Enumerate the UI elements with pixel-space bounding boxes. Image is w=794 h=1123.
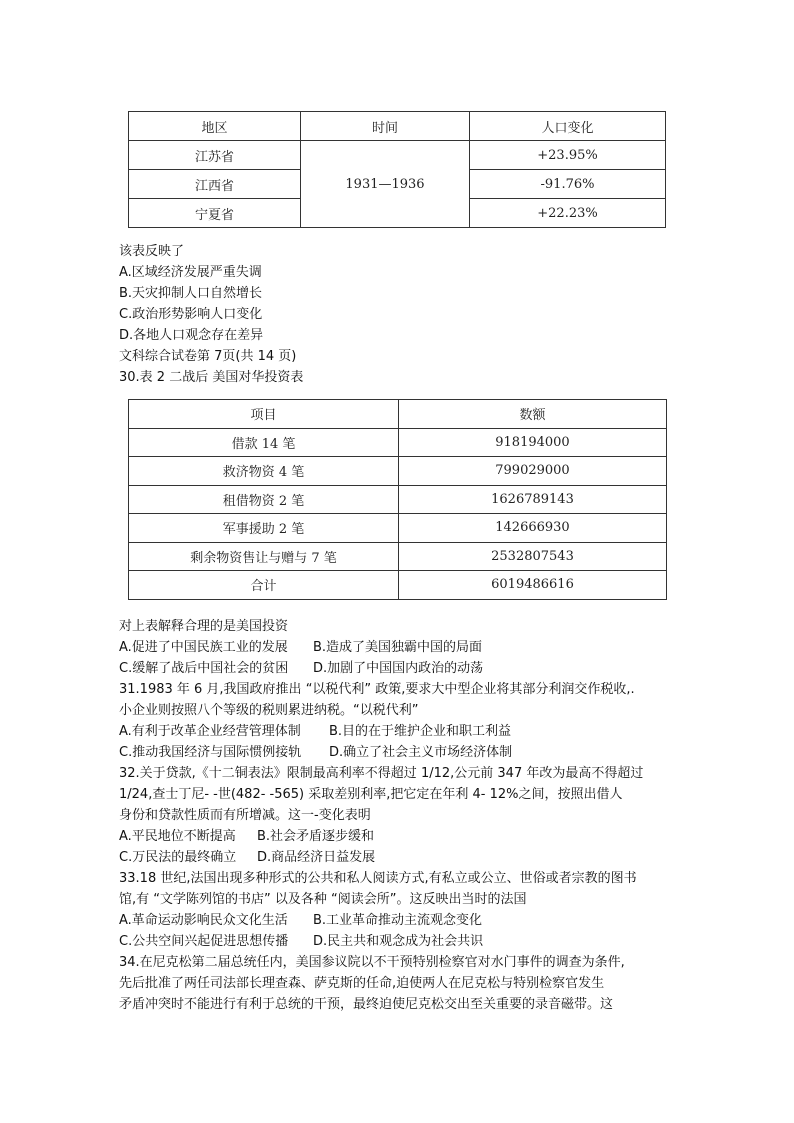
q33-option-d: D.民主共和观念成为社会共识 bbox=[313, 934, 484, 949]
q34-line-1: 34.在尼克松第二届总统任内，美国参议院以不干预特别检察官对水门事件的调查为条件, bbox=[119, 955, 625, 970]
table-row bbox=[129, 542, 667, 571]
q32-line-2: 1/24,查士丁尼- -世(482- -565) 采取差别利率,把它定在年利 4- 12%之间，按照出借人 bbox=[119, 787, 623, 802]
table-row bbox=[129, 485, 667, 514]
q32-option-c: C.万民法的最终确立 bbox=[119, 850, 237, 865]
item-cell: 合计 bbox=[129, 571, 399, 600]
q30-title: 30.表 2 二战后 美国对华投资表 bbox=[119, 370, 304, 385]
header-item: 项目 bbox=[129, 400, 399, 429]
time-cell: 1931—1936 bbox=[301, 141, 470, 228]
q30-option-b: B.造成了美国独霸中国的局面 bbox=[313, 640, 483, 655]
table-row bbox=[129, 141, 666, 170]
q31-option-c: C.推动我国经济与国际惯例接轨 bbox=[119, 745, 302, 760]
q29-stem: 该表反映了 bbox=[119, 244, 185, 259]
q31-option-a: A.有利于改革企业经营管理体制 bbox=[119, 724, 301, 739]
q31-line-2: 小企业则按照八个等级的税则累进纳税。“以税代利” bbox=[119, 703, 419, 718]
page-footer: 文科综合试卷第 7页(共 14 页) bbox=[119, 349, 297, 364]
item-cell: 租借物资 2 笔 bbox=[129, 485, 399, 514]
header-population-change: 人口变化 bbox=[470, 112, 666, 141]
header-time: 时间 bbox=[301, 112, 470, 141]
amount-cell: 799029000 bbox=[399, 457, 667, 486]
q32-line-1: 32.关于贷款,《十二铜表法》限制最高利率不得超过 1/12,公元前 347 年改为最高不得超过 bbox=[119, 766, 644, 781]
q32-line-3: 身份和贷款性质而有所增减。这一-变化表明 bbox=[119, 808, 371, 823]
region-cell: 宁夏省 bbox=[129, 199, 301, 228]
q29-option-d: D.各地人口观念存在差异 bbox=[119, 328, 264, 343]
table-row bbox=[129, 571, 667, 600]
q29-option-b: B.天灾抑制人口自然增长 bbox=[119, 286, 263, 301]
item-cell: 借款 14 笔 bbox=[129, 428, 399, 457]
table-row bbox=[129, 428, 667, 457]
table-row bbox=[129, 514, 667, 543]
q32-option-d: D.商品经济日益发展 bbox=[257, 850, 376, 865]
table-row bbox=[129, 457, 667, 486]
region-cell: 江西省 bbox=[129, 170, 301, 199]
amount-cell: 2532807543 bbox=[399, 542, 667, 571]
item-cell: 军事援助 2 笔 bbox=[129, 514, 399, 543]
table-header-row bbox=[129, 112, 666, 141]
q32-option-b: B.社会矛盾逐步缓和 bbox=[257, 829, 375, 844]
q29-option-a: A.区域经济发展严重失调 bbox=[119, 265, 262, 280]
q33-option-c: C.公共空间兴起促进思想传播 bbox=[119, 934, 289, 949]
q31-option-b: B.目的在于维护企业和职工利益 bbox=[329, 724, 512, 739]
q30-stem: 对上表解释合理的是美国投资 bbox=[119, 619, 289, 634]
change-cell: -91.76% bbox=[470, 170, 666, 199]
amount-cell: 6019486616 bbox=[399, 571, 667, 600]
table-header-row bbox=[129, 400, 667, 429]
q33-line-1: 33.18 世纪,法国出现多种形式的公共和私人阅读方式,有私立或公立、世俗或者宗教的图书 bbox=[119, 871, 637, 886]
q34-line-3: 矛盾冲突时不能进行有利于总统的干预，最终迫使尼克松交出至关重要的录音磁带。这 bbox=[119, 997, 614, 1012]
q30-option-a: A.促进了中国民族工业的发展 bbox=[119, 640, 288, 655]
q30-option-c: C.缓解了战后中国社会的贫困 bbox=[119, 661, 289, 676]
q31-option-d: D.确立了社会主义市场经济体制 bbox=[329, 745, 513, 760]
q34-line-2: 先后批准了两任司法部长理查森、萨克斯的任命,迫使两人在尼克松与特别检察官发生 bbox=[119, 976, 605, 991]
q33-option-b: B.工业革命推动主流观念变化 bbox=[313, 913, 483, 928]
region-cell: 江苏省 bbox=[129, 141, 301, 170]
header-amount: 数额 bbox=[399, 400, 667, 429]
change-cell: +22.23% bbox=[470, 199, 666, 228]
item-cell: 救济物资 4 笔 bbox=[129, 457, 399, 486]
q31-line-1: 31.1983 年 6 月,我国政府推出 “以税代利” 政策,要求大中型企业将其部分利润交作税收,. bbox=[119, 682, 635, 697]
q29-option-c: C.政治形势影响人口变化 bbox=[119, 307, 263, 322]
amount-cell: 142666930 bbox=[399, 514, 667, 543]
amount-cell: 1626789143 bbox=[399, 485, 667, 514]
q33-option-a: A.革命运动影响民众文化生活 bbox=[119, 913, 288, 928]
amount-cell: 918194000 bbox=[399, 428, 667, 457]
q33-line-2: 馆,有 “文学陈列馆的书店” 以及各种 “阅读会所”。这反映出当时的法国 bbox=[119, 892, 527, 907]
q30-option-d: D.加剧了中国国内政治的动荡 bbox=[313, 661, 484, 676]
header-region: 地区 bbox=[129, 112, 301, 141]
us-investment-table bbox=[128, 399, 667, 600]
q32-option-a: A.平民地位不断提高 bbox=[119, 829, 236, 844]
population-change-table bbox=[128, 111, 666, 228]
item-cell: 剩余物资售让与赠与 7 笔 bbox=[129, 542, 399, 571]
change-cell: +23.95% bbox=[470, 141, 666, 170]
